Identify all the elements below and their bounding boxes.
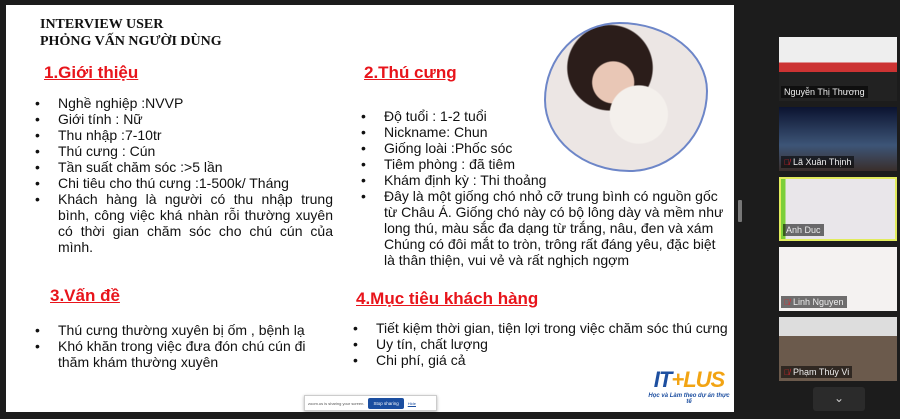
- list-item: • Tần suất chăm sóc :>5 lần: [33, 159, 333, 175]
- list-item: • Tiêm phòng : đã tiêm: [359, 156, 725, 172]
- participant-tile[interactable]: [779, 317, 897, 381]
- hide-button[interactable]: Hide: [407, 400, 416, 406]
- mic-muted-icon: 🎙̸: [784, 157, 790, 167]
- heading-problems: 3.Vấn đề: [50, 286, 120, 305]
- itplus-logo: IT+LUS Học và Làm theo dự án thực tế: [648, 367, 730, 405]
- list-item: • Khách hàng là người có thu nhập trung bình, công việc khá nhàn rỗi thường xuyên có thời gian chăm sóc cho chú cún của mình.: [33, 191, 333, 255]
- goals-list: [351, 320, 731, 368]
- participant-name: Phạm Thúy Vi: [793, 367, 850, 377]
- list-item: • Đây là một giống chó nhỏ cỡ trung bình có nguồn gốc từ Châu Á. Giống chó này có bộ lông dày và mềm như long thú, màu sắc đa dạng từ trắng, nâu, đen và xám Chúng có đôi mắt to tròn, trông rất đáng yêu, đặc biệt là thân thiện, vui vẻ và rất nghịch ngợm: [359, 188, 725, 268]
- participant-tile[interactable]: [779, 107, 897, 171]
- user-with-dog-photo: [544, 22, 708, 172]
- heading-intro: 1.Giới thiệu: [44, 63, 139, 82]
- stop-sharing-button[interactable]: Stop sharing: [368, 398, 403, 409]
- list-item: • Khám định kỳ : Thi thoảng: [359, 172, 725, 188]
- participant-name: Anh Duc: [786, 225, 821, 235]
- participant-tile[interactable]: [779, 37, 897, 101]
- list-item: • Khó khăn trong việc đưa đón chú cún đi thăm khám thường xuyên: [33, 338, 333, 370]
- participant-tile[interactable]: [779, 247, 897, 311]
- list-item: • Uy tín, chất lượng: [351, 336, 731, 352]
- share-message: zoom.us is sharing your screen.: [308, 400, 365, 406]
- list-item: • Thú cưng : Cún: [33, 143, 333, 159]
- panel-resize-handle[interactable]: [738, 200, 742, 222]
- chevron-down-icon[interactable]: ⌄: [813, 387, 865, 411]
- list-item: • Nickname: Chun: [359, 124, 725, 140]
- logo-tagline: Học và Làm theo dự án thực tế: [648, 393, 730, 405]
- heading-goals: 4.Mục tiêu khách hàng: [356, 289, 539, 308]
- list-item: • Chi tiêu cho thú cưng :1-500k/ Tháng: [33, 175, 333, 191]
- list-item: • Tiết kiệm thời gian, tiện lợi trong việc chăm sóc thú cưng: [351, 320, 731, 336]
- mic-muted-icon: 🎙̸: [784, 367, 790, 377]
- list-item: • Độ tuổi : 1-2 tuổi: [359, 108, 725, 124]
- list-item: • Giới tính : Nữ: [33, 111, 333, 127]
- title-en: INTERVIEW USER: [40, 17, 164, 32]
- list-item: • Thú cưng thường xuyên bị ốm , bệnh lạ: [33, 322, 333, 338]
- list-item: • Chi phí, giá cả: [351, 352, 731, 368]
- slide-title: [40, 16, 222, 50]
- mic-muted-icon: 🎙̸: [784, 297, 790, 307]
- heading-pet: 2.Thú cưng: [364, 63, 457, 82]
- list-item: • Giống loài :Phốc sóc: [359, 140, 725, 156]
- participant-name: Lã Xuân Thịnh: [793, 157, 852, 167]
- title-vi: PHỎNG VẤN NGƯỜI DÙNG: [40, 34, 222, 49]
- intro-list: [33, 95, 333, 255]
- screen-share-bar: [304, 395, 437, 411]
- participant-name: Linh Nguyen: [793, 297, 844, 307]
- participant-name: Nguyễn Thị Thương: [784, 87, 865, 97]
- list-item: • Nghề nghiệp :NVVP: [33, 95, 333, 111]
- problems-list: [33, 322, 333, 370]
- shared-slide: [6, 5, 734, 412]
- list-item: • Thu nhập :7-10tr: [33, 127, 333, 143]
- participant-tile-active-speaker[interactable]: [779, 177, 897, 241]
